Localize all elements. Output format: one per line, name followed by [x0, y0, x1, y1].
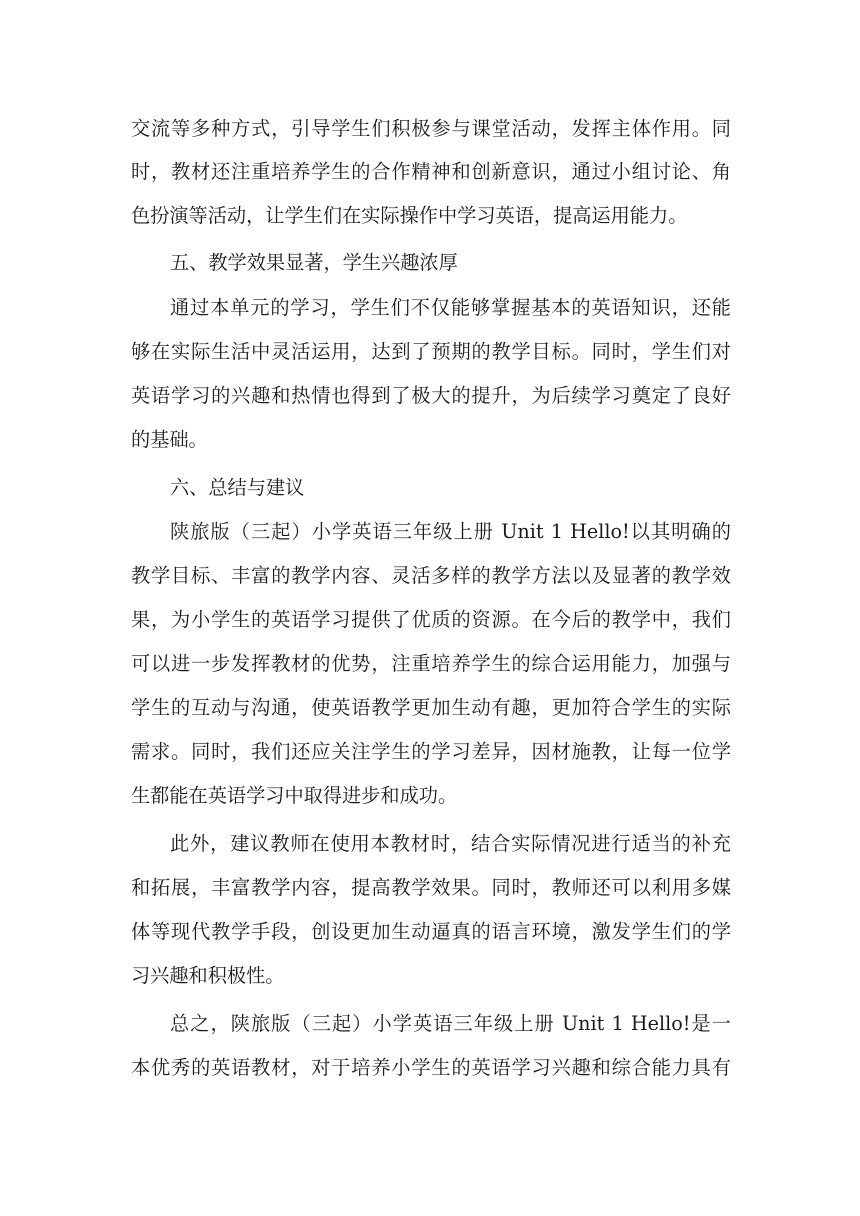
paragraph-line: 可以进一步发挥教材的优势，注重培养学生的综合运用能力，加强与 [131, 652, 731, 675]
paragraph-line: 通过本单元的学习，学生们不仅能够掌握基本的英语知识，还能 [170, 296, 731, 319]
paragraph-line: 习兴趣和积极性。 [131, 964, 285, 987]
paragraph-line: 需求。同时，我们还应关注学生的学习差异，因材施教，让每一位学 [131, 740, 731, 763]
paragraph-line: 和拓展，丰富教学内容，提高教学效果。同时，教师还可以利用多媒 [131, 876, 731, 899]
paragraph-line: 够在实际生活中灵活运用，达到了预期的教学目标。同时，学生们对 [131, 340, 731, 363]
section-heading: 六、总结与建议 [170, 476, 305, 499]
paragraph-line: 本优秀的英语教材，对于培养小学生的英语学习兴趣和综合能力具有 [131, 1056, 731, 1079]
section-heading: 五、教学效果显著，学生兴趣浓厚 [170, 251, 458, 274]
paragraph-line: 果，为小学生的英语学习提供了优质的资源。在今后的教学中，我们 [131, 608, 731, 631]
paragraph-line: 体等现代教学手段，创设更加生动逼真的语言环境，激发学生们的学 [131, 920, 731, 943]
paragraph-line: 此外，建议教师在使用本教材时，结合实际情况进行适当的补充 [170, 832, 731, 855]
paragraph-line: 陕旅版（三起）小学英语三年级上册 Unit 1 Hello!以其明确的 [170, 520, 731, 543]
paragraph-line: 生都能在英语学习中取得进步和成功。 [131, 784, 458, 807]
paragraph-line: 色扮演等活动，让学生们在实际操作中学习英语，提高运用能力。 [131, 204, 688, 227]
paragraph-line: 英语学习的兴趣和热情也得到了极大的提升，为后续学习奠定了良好 [131, 384, 731, 407]
paragraph-line: 总之，陕旅版（三起）小学英语三年级上册 Unit 1 Hello!是一 [170, 1012, 731, 1035]
paragraph-line: 的基础。 [131, 428, 208, 451]
paragraph-line: 学生的互动与沟通，使英语教学更加生动有趣，更加符合学生的实际 [131, 696, 731, 719]
paragraph-line: 教学目标、丰富的教学内容、灵活多样的教学方法以及显著的教学效 [131, 564, 731, 587]
paragraph-line: 交流等多种方式，引导学生们积极参与课堂活动，发挥主体作用。同 [131, 117, 731, 140]
paragraph-line: 时，教材还注重培养学生的合作精神和创新意识，通过小组讨论、角 [131, 160, 731, 183]
